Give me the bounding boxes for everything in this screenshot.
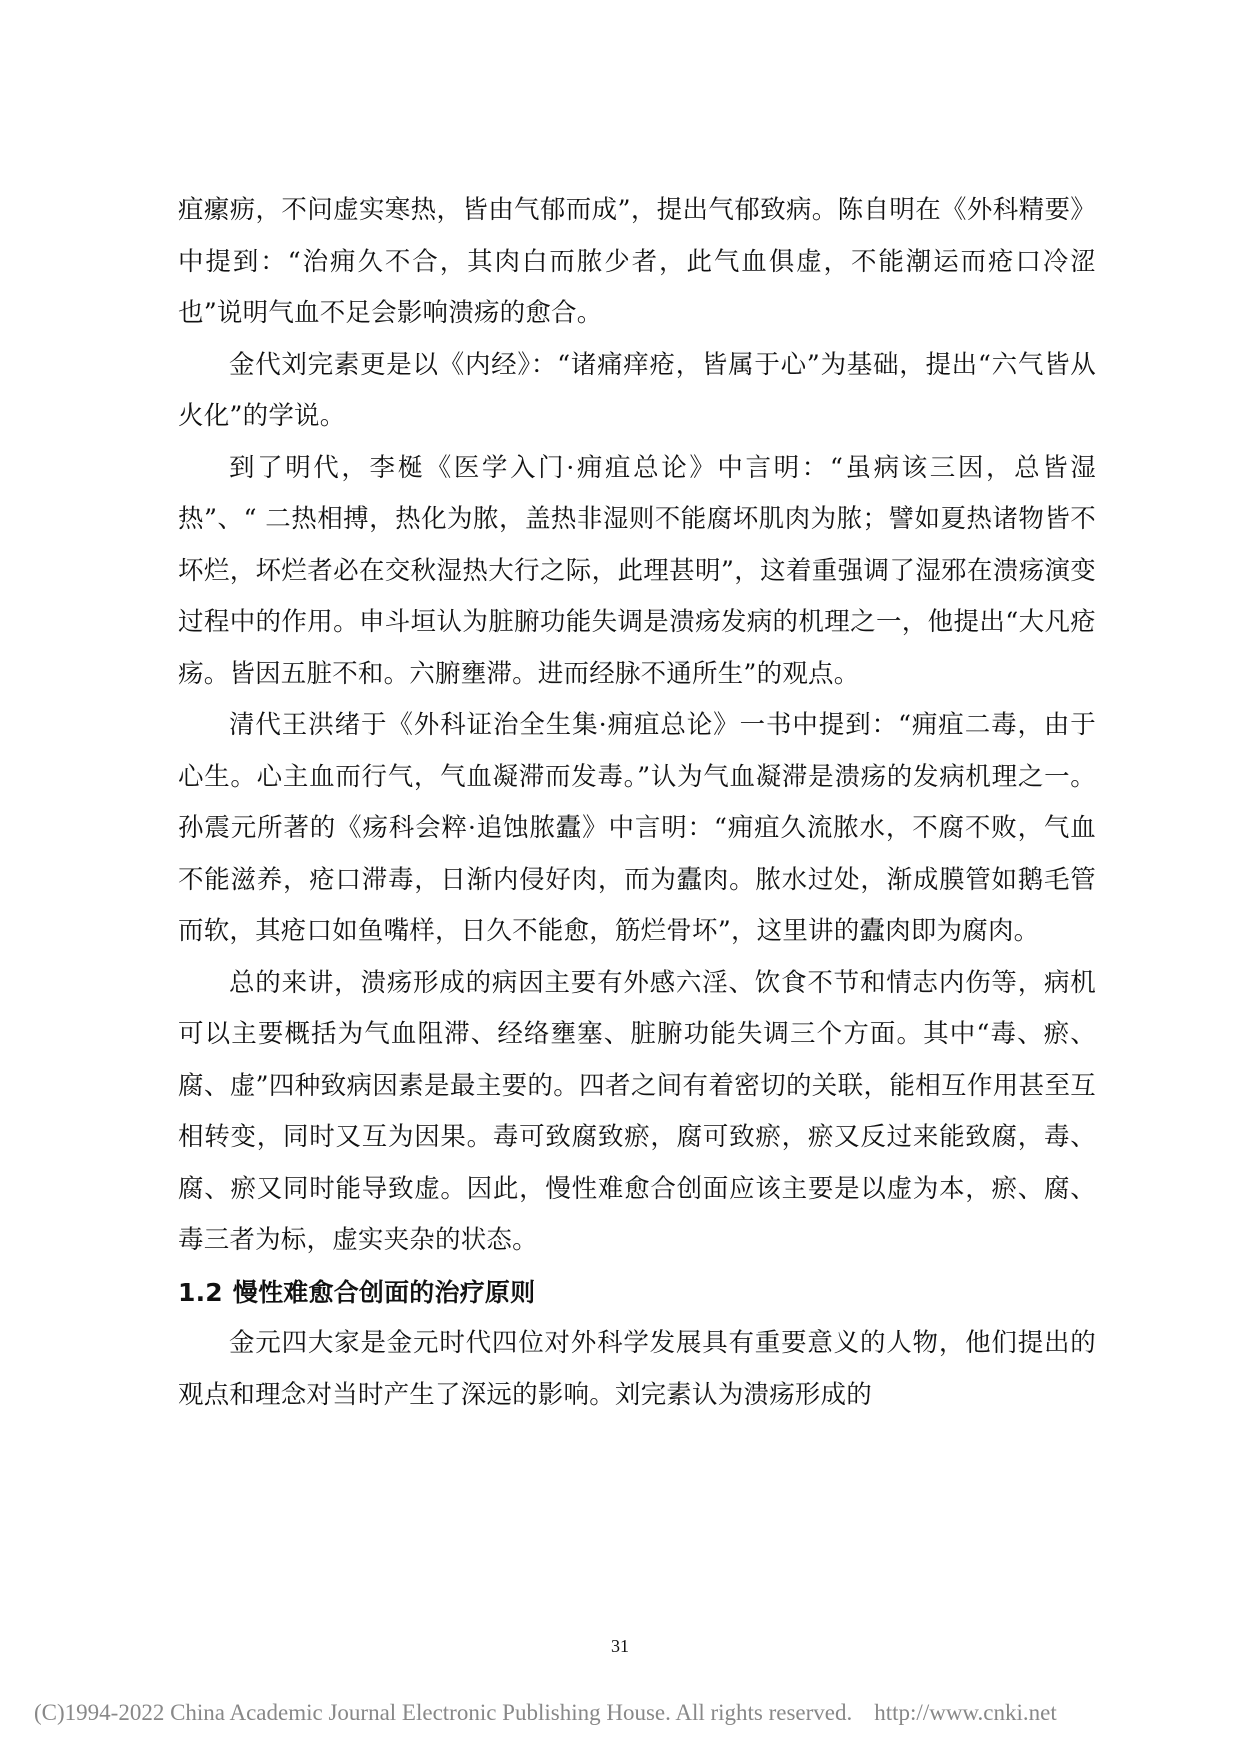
paragraph: 总的来讲，溃疡形成的病因主要有外感六淫、饮食不节和情志内伤等，病机可以主要概括为气血阻滞、经络壅塞、脏腑功能失调三个方面。其中“毒、瘀、腐、虚”四种致病因素是最主要的。四者之间有着密切的关联，能相互作用甚至互相转变，同时又互为因果。毒可致腐致瘀，腐可致瘀，瘀又反过来能致腐，毒、腐、瘀又同时能导致虚。因此，慢性难愈合创面应该主要是以虚为本，瘀、腐、毒三者为标，虚实夹杂的状态。: [178, 967, 1096, 1255]
copyright-footer: [34, 1700, 1240, 1726]
paragraph: 到了明代，李梴《医学入门·痈疽总论》中言明：“虽病该三因，总皆湿热”、“ 二热相搏，热化为脓，盖热非湿则不能腐坏肌肉为脓；譬如夏热诸物皆不坏烂，坏烂者必在交秋湿热大行之际，此理甚明”，这着重强调了湿邪在溃疡演变过程中的作用。申斗垣认为脏腑功能失调是溃疡发病的机理之一，他提出“大凡疮疡。皆因五脏不和。六腑壅滞。进而经脉不通所生”的观点。: [178, 452, 1096, 689]
page-number: 31: [611, 1636, 629, 1656]
paragraph-continuation: 疽瘰疬，不问虚实寒热，皆由气郁而成”，提出气郁致病。陈自明在《外科精要》中提到：“治痈久不合，其肉白而脓少者，此气血俱虚，不能潮运而疮口冷涩也”说明气血不足会影响溃疡的愈合。: [178, 195, 1096, 328]
copyright-text: (C)1994-2022 China Academic Journal Electronic Publishing House. All rights reserved.: [34, 1700, 853, 1725]
body-text: [178, 185, 1096, 1421]
paragraph: 清代王洪绪于《外科证治全生集·痈疽总论》一书中提到：“痈疽二毒，由于心生。心主血而行气，气血凝滞而发毒。”认为气血凝滞是溃疡的发病机理之一。孙震元所著的《疡科会粹·追蚀脓蠹》中言明：“痈疽久流脓水，不腐不败，气血不能滋养，疮口滞毒，日渐内侵好肉，而为蠹肉。脓水过处，渐成膜管如鹅毛管而软，其疮口如鱼嘴样，日久不能愈，筋烂骨坏”，这里讲的蠹肉即为腐肉。: [178, 710, 1096, 946]
section-title: 慢性难愈合创面的治疗原则: [232, 1277, 536, 1307]
paragraph: 金代刘完素更是以《内经》：“诸痛痒疮，皆属于心”为基础，提出“六气皆从火化”的学说。: [178, 349, 1096, 431]
paragraph: 金元四大家是金元时代四位对外科学发展具有重要意义的人物，他们提出的观点和理念对当时产生了深远的影响。刘完素认为溃疡形成的: [178, 1328, 1096, 1410]
section-heading: [178, 1267, 1096, 1319]
section-number: 1.2: [178, 1277, 223, 1307]
footer-url: http://www.cnki.net: [874, 1700, 1057, 1725]
